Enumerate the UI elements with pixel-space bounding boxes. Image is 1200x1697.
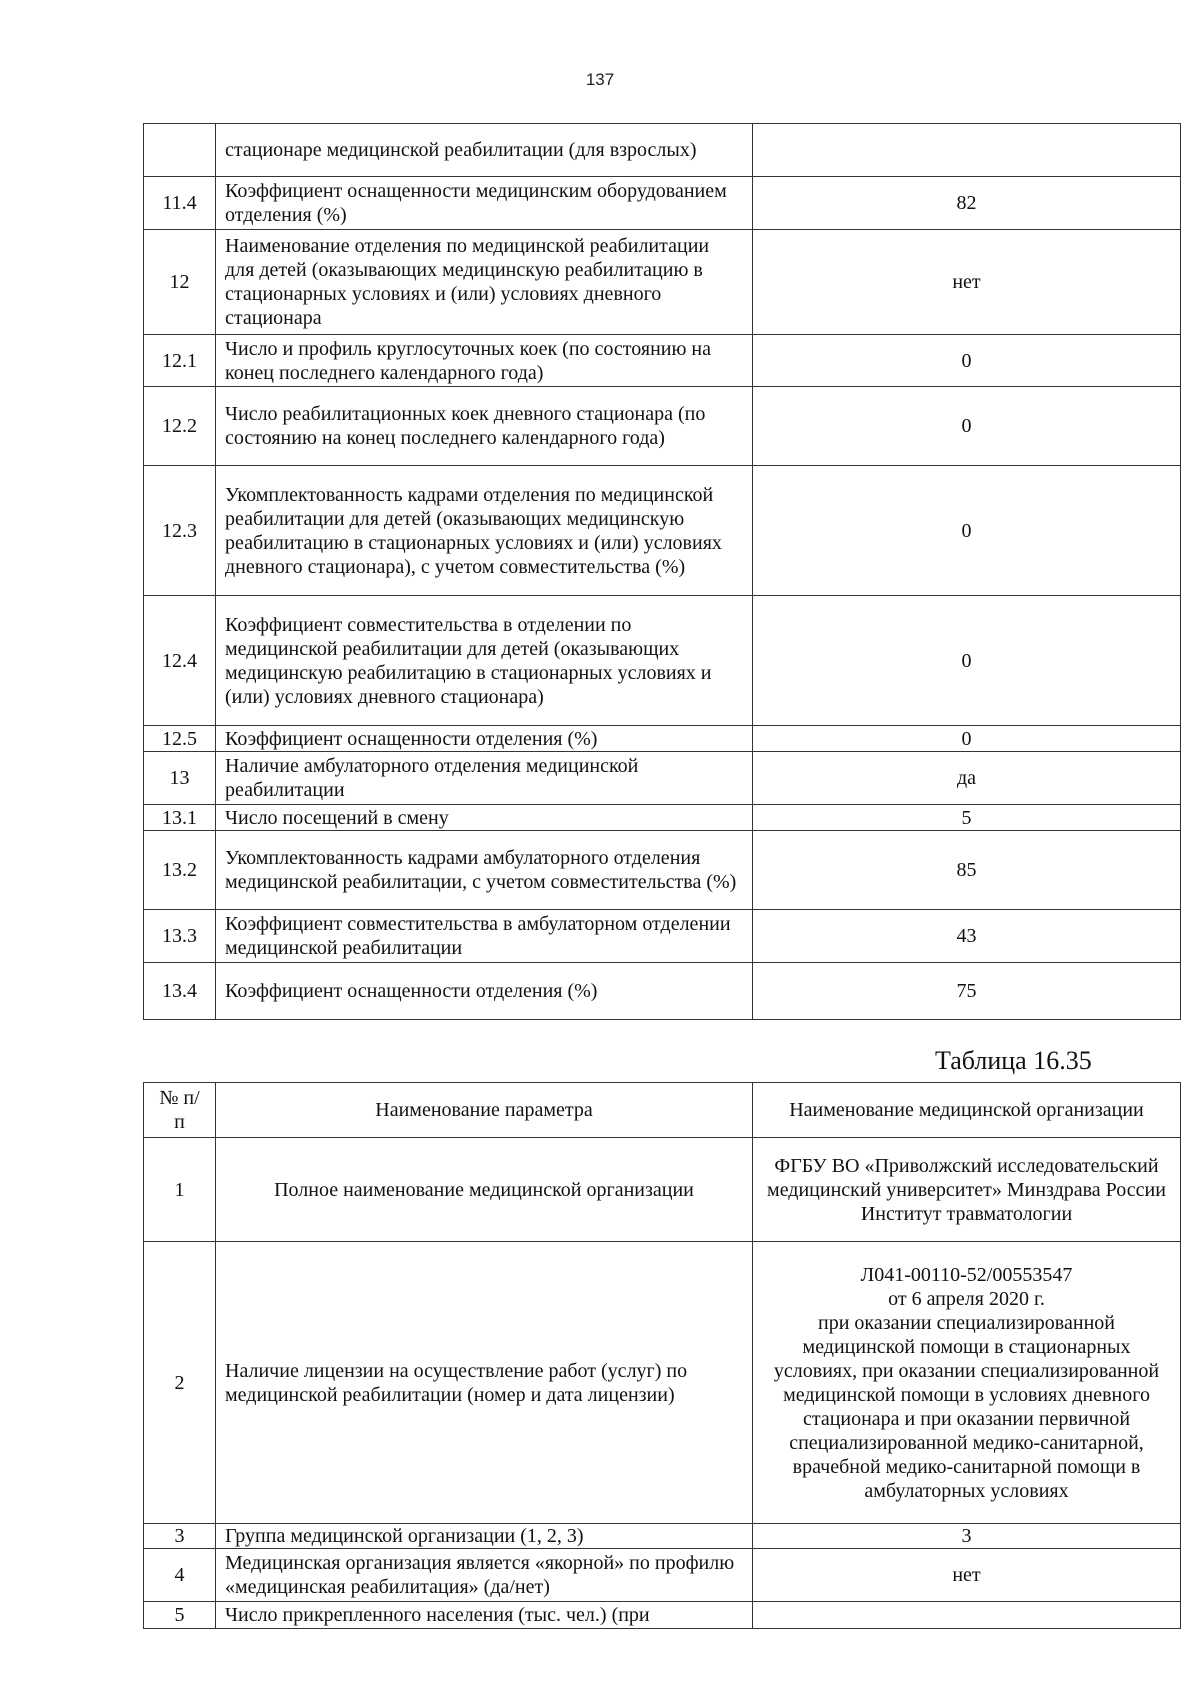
parameter-value: да — [753, 752, 1181, 805]
table-row — [144, 1549, 1181, 1602]
row-number: 12.2 — [144, 387, 216, 466]
parameter-name: Число прикрепленного населения (тыс. чел.) (при — [216, 1602, 753, 1629]
table-row — [144, 1524, 1181, 1549]
parameter-value: 43 — [753, 910, 1181, 963]
parameter-value: нет — [753, 230, 1181, 335]
row-number: 3 — [144, 1524, 216, 1549]
table-caption: Таблица 16.35 — [935, 1046, 1092, 1075]
table-row — [144, 910, 1181, 963]
parameter-name: Число реабилитационных коек дневного стационара (по состоянию на конец последнего календарного года) — [216, 387, 753, 466]
parameter-name: Наличие лицензии на осуществление работ (услуг) по медицинской реабилитации (номер и дата лицензии) — [216, 1242, 753, 1524]
column-header-number: № п/п — [144, 1083, 216, 1138]
parameter-value: 82 — [753, 177, 1181, 230]
table-row — [144, 177, 1181, 230]
table-row — [144, 596, 1181, 726]
parameter-value: Л041-00110-52/00553547 от 6 апреля 2020 г. при оказании специализированной медицинской помощи в стационарных условиях, при оказании специализированной медицинской помощи в условиях дневного стационара и при оказании первичной специализированной медико-санитарной, врачебной медико-санитарной помощи в амбулаторных условиях — [753, 1242, 1181, 1524]
parameter-value: 0 — [753, 466, 1181, 596]
table-row — [144, 752, 1181, 805]
parameter-name: Укомплектованность кадрами амбулаторного отделения медицинской реабилитации, с учетом совместительства (%) — [216, 831, 753, 910]
row-number: 13.4 — [144, 963, 216, 1020]
parameter-name: Коэффициент оснащенности отделения (%) — [216, 963, 753, 1020]
table-row — [144, 387, 1181, 466]
parameter-name: Укомплектованность кадрами отделения по медицинской реабилитации для детей (оказывающих медицинскую реабилитацию в стационарных условиях и (или) условиях дневного стационара), с учетом совместительства (%) — [216, 466, 753, 596]
parameter-value: 85 — [753, 831, 1181, 910]
parameter-name: Наименование отделения по медицинской реабилитации для детей (оказывающих медицинскую реабилитацию в стационарных условиях и (или) условиях дневного стационара — [216, 230, 753, 335]
parameters-table-continued — [143, 123, 1181, 1020]
organization-table — [143, 1082, 1181, 1629]
table-row — [144, 805, 1181, 831]
parameter-name: стационаре медицинской реабилитации (для взрослых) — [216, 124, 753, 177]
parameter-value: нет — [753, 1549, 1181, 1602]
row-number — [144, 124, 216, 177]
parameter-name: Число и профиль круглосуточных коек (по состоянию на конец последнего календарного года) — [216, 335, 753, 387]
column-header-organization: Наименование медицинской организации — [753, 1083, 1181, 1138]
row-number: 12 — [144, 230, 216, 335]
table-header-row — [144, 1083, 1181, 1138]
row-number: 12.1 — [144, 335, 216, 387]
parameter-value — [753, 1602, 1181, 1629]
table-row — [144, 1242, 1181, 1524]
parameter-value: 0 — [753, 335, 1181, 387]
row-number: 12.5 — [144, 726, 216, 752]
row-number: 13.1 — [144, 805, 216, 831]
parameter-value: 75 — [753, 963, 1181, 1020]
parameter-value: 5 — [753, 805, 1181, 831]
parameter-name: Коэффициент совместительства в амбулаторном отделении медицинской реабилитации — [216, 910, 753, 963]
table-row — [144, 230, 1181, 335]
parameter-value: 0 — [753, 596, 1181, 726]
row-number: 13.2 — [144, 831, 216, 910]
column-header-parameter: Наименование параметра — [216, 1083, 753, 1138]
table-row — [144, 831, 1181, 910]
row-number: 12.4 — [144, 596, 216, 726]
row-number: 1 — [144, 1138, 216, 1242]
parameter-value: 3 — [753, 1524, 1181, 1549]
row-number: 5 — [144, 1602, 216, 1629]
parameter-name: Полное наименование медицинской организации — [216, 1138, 753, 1242]
row-number: 11.4 — [144, 177, 216, 230]
table-row — [144, 124, 1181, 177]
table-row — [144, 1602, 1181, 1629]
parameter-value — [753, 124, 1181, 177]
table-row — [144, 726, 1181, 752]
table-row — [144, 963, 1181, 1020]
page-number: 137 — [585, 70, 615, 89]
row-number: 12.3 — [144, 466, 216, 596]
table-row — [144, 335, 1181, 387]
table-row — [144, 466, 1181, 596]
parameter-name: Число посещений в смену — [216, 805, 753, 831]
row-number: 4 — [144, 1549, 216, 1602]
parameter-name: Коэффициент оснащенности медицинским оборудованием отделения (%) — [216, 177, 753, 230]
parameter-name: Наличие амбулаторного отделения медицинской реабилитации — [216, 752, 753, 805]
parameter-value: 0 — [753, 387, 1181, 466]
parameter-name: Группа медицинской организации (1, 2, 3) — [216, 1524, 753, 1549]
row-number: 2 — [144, 1242, 216, 1524]
parameter-name: Коэффициент совместительства в отделении по медицинской реабилитации для детей (оказывающих медицинскую реабилитацию в стационарных условиях и (или) условиях дневного стационара) — [216, 596, 753, 726]
table-row — [144, 1138, 1181, 1242]
parameter-value: 0 — [753, 726, 1181, 752]
parameter-value: ФГБУ ВО «Приволжский исследовательский медицинский университет» Минздрава России Институт травматологии — [753, 1138, 1181, 1242]
parameter-name: Коэффициент оснащенности отделения (%) — [216, 726, 753, 752]
row-number: 13 — [144, 752, 216, 805]
row-number: 13.3 — [144, 910, 216, 963]
parameter-name: Медицинская организация является «якорной» по профилю «медицинская реабилитация» (да/нет) — [216, 1549, 753, 1602]
